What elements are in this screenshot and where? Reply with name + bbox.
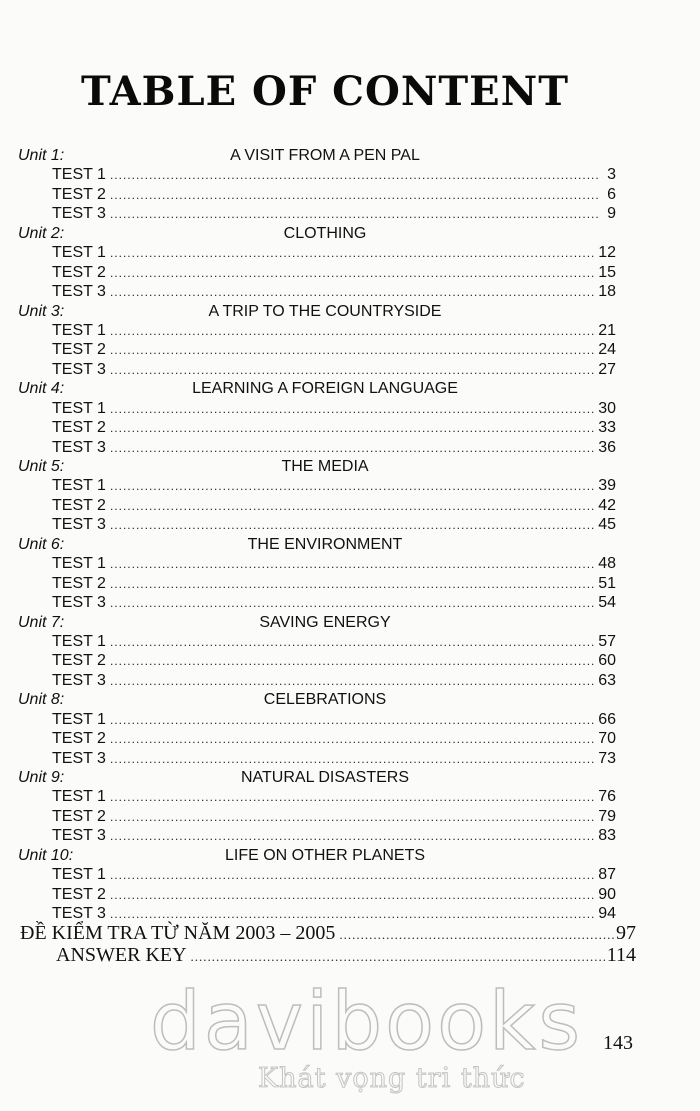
- test-name: TEST 1: [52, 866, 106, 884]
- test-name: TEST 1: [52, 555, 106, 573]
- test-name: TEST 3: [52, 671, 106, 689]
- unit-title: THE MEDIA: [281, 458, 369, 475]
- unit-title: LIFE ON OTHER PLANETS: [224, 846, 426, 864]
- watermark-logo: davibooks: [150, 975, 584, 1068]
- toc-extra-answer-key: [20, 944, 636, 968]
- test-page-number: 66: [598, 710, 616, 728]
- unit-title: CELEBRATIONS: [263, 691, 387, 709]
- test-name: TEST 1: [52, 166, 106, 184]
- dot-leader: [110, 652, 596, 671]
- dot-leader: [110, 866, 596, 885]
- test-entry: [0, 340, 700, 359]
- dot-leader: [110, 633, 596, 652]
- dot-leader: [110, 341, 596, 360]
- test-name: TEST 2: [52, 730, 106, 748]
- test-entry: [0, 263, 700, 282]
- dot-leader: [110, 672, 596, 691]
- dot-leader: [110, 419, 596, 438]
- dot-leader: [110, 886, 596, 905]
- unit-title: NATURAL DISASTERS: [240, 769, 410, 786]
- watermark-slogan: Khát vọng tri thức: [258, 1063, 526, 1094]
- unit-label: Unit 10:: [18, 846, 74, 864]
- test-name: TEST 1: [52, 632, 106, 650]
- test-entry: [0, 185, 700, 204]
- unit-title: LEARNING A FOREIGN LANGUAGE: [192, 380, 458, 398]
- test-entry: [0, 729, 700, 748]
- unit-label: Unit 5:: [18, 458, 65, 475]
- test-page-number: 90: [598, 885, 616, 903]
- test-page-number: 87: [598, 866, 616, 884]
- test-page-number: 21: [598, 321, 616, 339]
- test-name: TEST 2: [52, 263, 106, 281]
- test-name: TEST 1: [52, 321, 106, 339]
- unit-heading: [0, 768, 700, 787]
- unit-heading: [0, 146, 700, 165]
- test-entry: [0, 671, 700, 690]
- toc-extra-label: ĐỀ KIỂM TRA TỪ NĂM 2003 – 2005: [20, 922, 336, 944]
- test-name: TEST 2: [52, 807, 106, 825]
- dot-leader: [110, 283, 596, 302]
- dot-leader: [110, 750, 596, 769]
- dot-leader: [110, 788, 596, 807]
- test-entry: [0, 651, 700, 670]
- test-entry: [0, 321, 700, 340]
- test-entry: [0, 593, 700, 612]
- dot-leader: [110, 205, 598, 224]
- dot-leader: [110, 477, 596, 496]
- unit-label: Unit 2:: [18, 224, 65, 242]
- test-entry: [0, 476, 700, 495]
- test-page-number: 83: [598, 827, 616, 845]
- test-page-number: 30: [598, 399, 616, 417]
- dot-leader: [110, 711, 596, 730]
- toc-list: [0, 146, 700, 924]
- dot-leader: [110, 827, 596, 846]
- dot-leader: [110, 555, 596, 574]
- test-name: TEST 3: [52, 594, 106, 612]
- unit-title: CLOTHING: [283, 224, 367, 242]
- toc-extra-exams: [20, 922, 636, 946]
- test-entry: [0, 496, 700, 515]
- unit-heading: [0, 302, 700, 321]
- test-page-number: 45: [598, 516, 616, 534]
- test-entry: [0, 243, 700, 262]
- unit-heading: [0, 379, 700, 398]
- toc-extra-page: 114: [606, 944, 636, 966]
- test-entry: [0, 710, 700, 729]
- unit-heading: [0, 224, 700, 243]
- test-entry: [0, 165, 700, 184]
- dot-leader: [110, 244, 596, 263]
- test-page-number: 24: [598, 341, 616, 359]
- test-entry: [0, 554, 700, 573]
- test-name: TEST 2: [52, 341, 106, 359]
- test-name: TEST 3: [52, 749, 106, 767]
- test-page-number: 57: [598, 632, 616, 650]
- unit-label: Unit 1:: [18, 147, 65, 164]
- dot-leader: [110, 322, 596, 341]
- test-entry: [0, 515, 700, 534]
- test-name: TEST 2: [52, 574, 106, 592]
- test-page-number: 63: [598, 671, 616, 689]
- test-page-number: 6: [607, 185, 616, 203]
- test-page-number: 9: [607, 205, 616, 223]
- test-page-number: 60: [598, 652, 616, 670]
- test-page-number: 27: [598, 360, 616, 378]
- test-entry: [0, 865, 700, 884]
- test-page-number: 76: [598, 788, 616, 806]
- unit-label: Unit 8:: [18, 691, 65, 709]
- test-entry: [0, 418, 700, 437]
- page-number: 143: [603, 1032, 633, 1054]
- dot-leader: [110, 186, 598, 205]
- dot-leader: [339, 924, 614, 946]
- toc-extra-label: ANSWER KEY: [56, 944, 187, 966]
- unit-heading: [0, 846, 700, 865]
- dot-leader: [110, 166, 598, 185]
- test-entry: [0, 904, 700, 923]
- test-page-number: 33: [598, 419, 616, 437]
- unit-heading: [0, 457, 700, 476]
- dot-leader: [110, 400, 596, 419]
- test-page-number: 18: [598, 283, 616, 301]
- test-name: TEST 3: [52, 905, 106, 923]
- test-name: TEST 1: [52, 477, 106, 495]
- dot-leader: [110, 730, 596, 749]
- unit-title: THE ENVIRONMENT: [247, 535, 403, 553]
- test-entry: [0, 438, 700, 457]
- dot-leader: [110, 439, 596, 458]
- test-page-number: 73: [598, 749, 616, 767]
- test-name: TEST 1: [52, 788, 106, 806]
- unit-label: Unit 9:: [18, 769, 65, 786]
- test-entry: [0, 574, 700, 593]
- dot-leader: [110, 808, 596, 827]
- unit-title: A TRIP TO THE COUNTRYSIDE: [208, 302, 442, 320]
- test-entry: [0, 282, 700, 301]
- test-name: TEST 2: [52, 185, 106, 203]
- test-entry: [0, 399, 700, 418]
- test-name: TEST 3: [52, 438, 106, 456]
- test-page-number: 42: [598, 496, 616, 514]
- test-name: TEST 2: [52, 496, 106, 514]
- unit-heading: [0, 613, 700, 632]
- dot-leader: [191, 946, 605, 968]
- dot-leader: [110, 361, 596, 380]
- test-entry: [0, 360, 700, 379]
- dot-leader: [110, 497, 596, 516]
- test-entry: [0, 749, 700, 768]
- dot-leader: [110, 264, 596, 283]
- test-page-number: 48: [598, 555, 616, 573]
- test-name: TEST 2: [52, 419, 106, 437]
- unit-label: Unit 7:: [18, 613, 65, 631]
- test-page-number: 39: [598, 477, 616, 495]
- test-name: TEST 3: [52, 205, 106, 223]
- unit-label: Unit 4:: [18, 380, 65, 398]
- test-page-number: 70: [598, 730, 616, 748]
- page-title: TABLE OF CONTENT: [81, 68, 569, 115]
- test-entry: [0, 787, 700, 806]
- test-entry: [0, 204, 700, 223]
- unit-label: Unit 3:: [18, 302, 65, 320]
- test-name: TEST 3: [52, 360, 106, 378]
- test-entry: [0, 826, 700, 845]
- test-name: TEST 1: [52, 244, 106, 262]
- test-page-number: 79: [598, 807, 616, 825]
- dot-leader: [110, 594, 596, 613]
- test-page-number: 3: [607, 166, 616, 184]
- test-page-number: 36: [598, 438, 616, 456]
- test-entry: [0, 807, 700, 826]
- test-page-number: 15: [598, 263, 616, 281]
- test-page-number: 54: [598, 594, 616, 612]
- toc-extra-page: 97: [616, 922, 636, 944]
- test-name: TEST 2: [52, 885, 106, 903]
- test-name: TEST 3: [52, 516, 106, 534]
- unit-heading: [0, 690, 700, 709]
- test-page-number: 51: [598, 574, 616, 592]
- test-entry: [0, 632, 700, 651]
- test-page-number: 12: [598, 244, 616, 262]
- test-entry: [0, 885, 700, 904]
- unit-label: Unit 6:: [18, 535, 65, 553]
- test-name: TEST 3: [52, 827, 106, 845]
- test-page-number: 94: [598, 905, 616, 923]
- test-name: TEST 2: [52, 652, 106, 670]
- unit-title: A VISIT FROM A PEN PAL: [230, 147, 420, 164]
- unit-heading: [0, 535, 700, 554]
- test-name: TEST 1: [52, 710, 106, 728]
- unit-title: SAVING ENERGY: [259, 613, 391, 631]
- dot-leader: [110, 575, 596, 594]
- test-name: TEST 3: [52, 283, 106, 301]
- dot-leader: [110, 516, 596, 535]
- test-name: TEST 1: [52, 399, 106, 417]
